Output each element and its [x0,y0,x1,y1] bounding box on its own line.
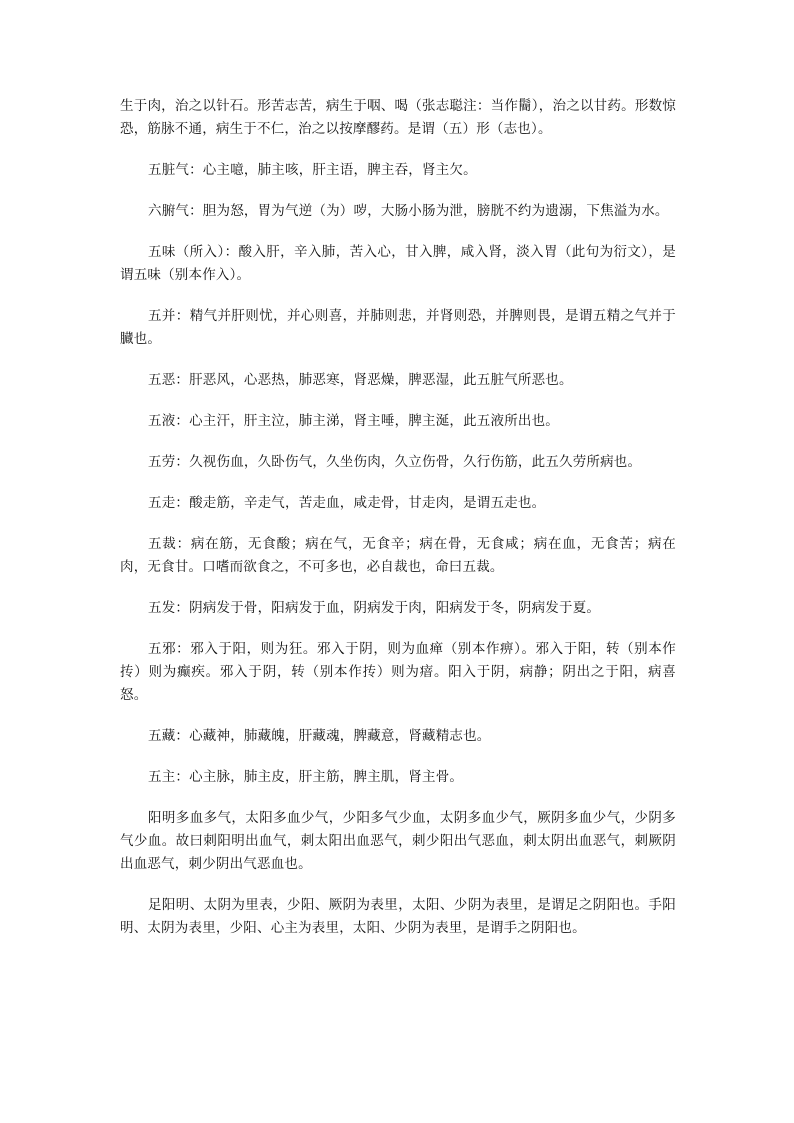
paragraph-five-goings: 五走：酸走筋，辛走气，苦走血，咸走骨，甘走肉，是谓五走也。 [148,495,546,511]
paragraph-five-fluids: 五液：心主汗，肝主泣，肺主涕，肾主唾，脾主涎，此五液所出也。 [148,413,559,429]
paragraph-five-fatigues: 五劳：久视伤血，久卧伤气，久坐伤肉，久立伤骨，久行伤筋，此五久劳所病也。 [148,454,642,470]
document-page [120,95,676,958]
paragraph-five-restrictions: 五裁：病在筋，无食酸；病在气，无食辛；病在骨，无食咸；病在血，无食苦；病在肉，无食甘。口嗜而欲食之，不可多也，必自裁也，命曰五裁。 [120,536,676,575]
paragraph-blood-qi-meridians: 阳明多血多气，太阳多血少气，少阳多气少血，太阴多血少气，厥阴多血少气，少阴多气少血。故曰刺阳明出血气，刺太阳出血恶气，刺少阳出气恶血，刺太阴出血恶气，刺厥阴出血恶气，刺少阴出气恶血也。 [120,810,676,872]
paragraph-five-flavors: 五味（所入）：酸入肝，辛入肺，苦入心，甘入脾，咸入肾，淡入胃（此句为衍文），是谓五味（别本作入）。 [120,244,676,283]
paragraph-five-combinations: 五并：精气并肝则忧，并心则喜，并肺则悲，并肾则恐，并脾则畏，是谓五精之气并于臓也。 [120,308,676,347]
paragraph-five-zang-qi: 五脏气：心主噫，肺主咳，肝主语，脾主吞，肾主欠。 [148,162,477,178]
paragraph-yin-yang-pairs: 足阳明、太阴为里表，少阳、厥阴为表里，太阳、少阴为表里，是谓足之阴阳也。手阳明、太阴为表里，少阳、心主为表里，太阳、少阴为表里，是谓手之阴阳也。 [120,897,676,936]
paragraph-intro-continuation: 生于肉，治之以针石。形苦志苦，病生于咽、喝（张志聪注：当作鬝），治之以甘药。形数惊恐，筋脉不通，病生于不仁，治之以按摩醪药。是谓（五）形（志也）。 [120,98,676,137]
paragraph-six-fu-qi: 六腑气：胆为怒，胃为气逆（为）哕，大肠小肠为泄，膀胱不约为遗溺，下焦溢为水。 [148,203,669,219]
paragraph-five-governings: 五主：心主脉，肺主皮，肝主筋，脾主肌，肾主骨。 [148,769,464,785]
paragraph-five-aversions: 五恶：肝恶风，心恶热，肺恶寒，肾恶燥，脾恶湿，此五脏气所恶也。 [148,372,573,388]
paragraph-five-onsets: 五发：阴病发于骨，阳病发于血，阴病发于肉，阳病发于冬，阴病发于夏。 [148,600,601,616]
paragraph-five-evils: 五邪：邪入于阳，则为狂。邪入于阴，则为血瘅（别本作痹）。邪入于阳，转（别本作抟）则为癫疾。邪入于阴，转（别本作抟）则为瘖。阳入于阴，病静；阴出之于阳，病喜怒。 [120,641,676,703]
paragraph-five-storages: 五藏：心藏神，肺藏魄，肝藏魂，脾藏意，肾藏精志也。 [148,728,491,744]
